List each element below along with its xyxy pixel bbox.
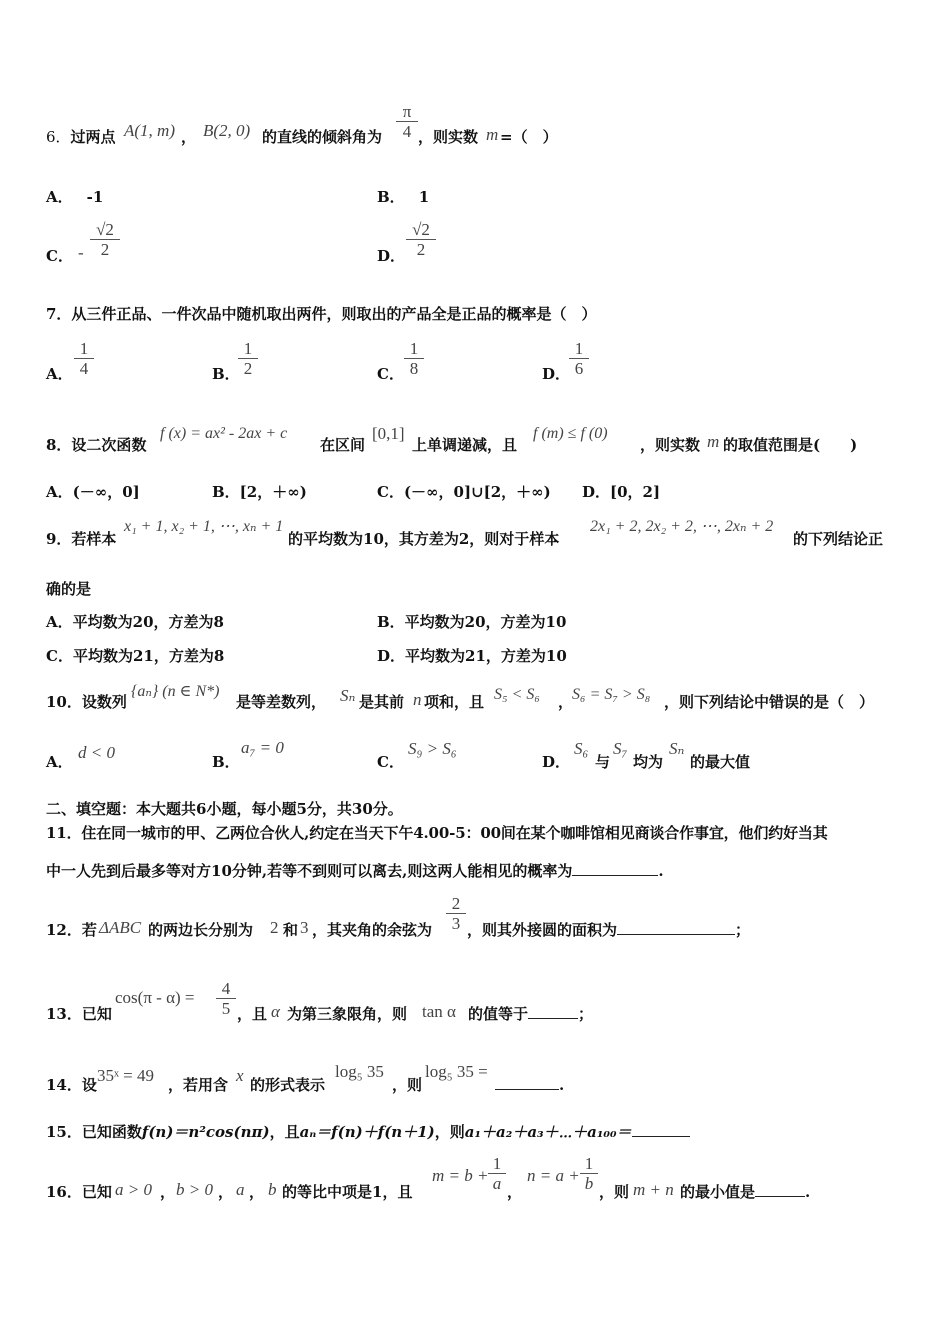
q12-answer-blank[interactable]	[617, 920, 735, 935]
q7-option-b-fraction: $\frac{1}{2}$	[238, 340, 258, 379]
q16-text3: ，则	[599, 1183, 630, 1201]
q6-option-c-fraction: $\frac{√2}{2}$	[90, 221, 120, 260]
q10-cond2: S₆ = S₇ > S₈	[572, 686, 651, 703]
q11-line1: 11．住在同一城市的甲、乙两位合伙人,约定在当天下午4.00-5：00间在某个咖啡馆相见商谈合作事宜，他们约好当其	[46, 824, 828, 842]
q6-stem: 6．过两点	[46, 128, 116, 146]
q9-stem-start: 9．若样本	[46, 530, 117, 548]
q7-option-a-fraction: $\frac{1}{4}$	[74, 340, 94, 379]
q6-text2: 的直线的倾斜角为	[262, 128, 383, 146]
q14-log2: log₅ 35 =	[425, 1062, 488, 1081]
q12-text5: ，则其外接圆的面积为 ；	[467, 921, 751, 939]
q10-option-c-label: C．	[377, 753, 404, 771]
q16-m-expr: m = b +	[432, 1166, 489, 1185]
q11-line2: 中一人先到后最多等对方10分钟,若等不到则可以离去,则这两人能相见的概率为 .	[46, 862, 664, 880]
q7-option-d-fraction: $\frac{1}{6}$	[569, 340, 589, 379]
q6-option-b: B． 1	[377, 188, 430, 206]
q7-option-c-label: C．	[377, 365, 404, 383]
q8-option-a: A．(－∞，0]	[46, 483, 140, 501]
q6-comma: ，	[181, 128, 197, 146]
q6-text3: ，则实数	[418, 128, 479, 146]
q8-text2: 在区间	[320, 436, 366, 454]
q13-stem-start: 13．已知	[46, 1005, 112, 1023]
q12-cos-fraction: $\frac{2}{3}$	[446, 895, 466, 934]
q10-text2: 是等差数列，	[236, 693, 327, 711]
q16-text4: 的最小值是 .	[680, 1183, 811, 1201]
q6-angle-fraction: $\frac{\pi}{4}$	[396, 103, 418, 142]
q9-sample2: 2x₁ + 2, 2x₂ + 2, ⋯, 2xₙ + 2	[590, 518, 774, 535]
q16-cond-a: a > 0	[115, 1180, 152, 1199]
q13-answer-blank[interactable]	[528, 1004, 578, 1019]
q15-sum: a₁＋a₂＋a₃＋⋯＋a₁₀₀＝	[464, 1123, 632, 1141]
q14-log: log₅ 35	[335, 1062, 384, 1081]
q16-comma3: ，	[249, 1183, 265, 1201]
q10-sequence: {aₙ} (n ∈ N*)	[131, 683, 220, 700]
q7-option-d-label: D．	[542, 365, 571, 383]
q12-side-b: 3	[300, 918, 309, 937]
q11-answer-blank[interactable]	[572, 861, 658, 876]
q13-fraction: $\frac{4}{5}$	[216, 980, 236, 1019]
q12-triangle: ΔABC	[99, 918, 142, 937]
q16-cond-b: b > 0	[176, 1180, 213, 1199]
q6-point-b: B(2, 0)	[203, 121, 251, 140]
q16-comma1: ，	[160, 1183, 176, 1201]
q15-function: f(n)＝n²cos(nπ)	[141, 1123, 270, 1141]
q10-option-c-expr: S₉ > S₆	[408, 739, 457, 758]
q16-mn: m + n	[633, 1180, 674, 1199]
q10-n: n	[413, 690, 422, 709]
q10-option-d-tail: 的最大值	[690, 753, 751, 771]
q6-option-d-label: D．	[377, 247, 406, 265]
q14-x: x	[236, 1066, 244, 1085]
q16-n-fraction: $\frac{1}{b}$	[580, 1155, 598, 1194]
q8-var: m	[707, 432, 720, 451]
q14-blank-wrap: .	[495, 1075, 564, 1095]
q6-option-c-sign: -	[78, 243, 84, 262]
q13-tan: tan α	[422, 1002, 456, 1021]
q6-option-c-label: C．	[46, 247, 73, 265]
q6-option-d-fraction: $\frac{√2}{2}$	[406, 221, 436, 260]
q10-option-d-label: D．	[542, 753, 571, 771]
q6-var: m	[486, 125, 499, 144]
q16-stem-start: 16．已知	[46, 1183, 112, 1201]
q10-option-d-and: 与	[595, 753, 611, 771]
q14-text4: ，则	[392, 1076, 423, 1094]
q8-stem-start: 8．设二次函数	[46, 436, 147, 454]
q8-interval: [0,1]	[372, 424, 405, 443]
q10-sn: Sₙ	[340, 686, 356, 705]
q10-option-d-sn: Sₙ	[669, 739, 685, 758]
q9-text2: 的平均数为10，其方差为2，则对于样本	[288, 530, 560, 548]
q9-option-a: A．平均数为20，方差为8	[46, 613, 224, 631]
q7-option-c-fraction: $\frac{1}{8}$	[404, 340, 424, 379]
q10-option-a-expr: d < 0	[78, 743, 115, 762]
q7-option-b-label: B．	[212, 365, 240, 383]
q10-option-b-label: B．	[212, 753, 240, 771]
q8-condition: f (m) ≤ f (0)	[533, 425, 608, 442]
q10-stem-start: 10．设数列	[46, 693, 127, 711]
q13-alpha: α	[271, 1002, 280, 1021]
q8-option-b: B．[2，＋∞)	[212, 483, 307, 501]
q15-answer-blank[interactable]	[632, 1122, 690, 1137]
q9-text3: 的下列结论正	[793, 530, 884, 548]
q10-option-b-expr: a₇ = 0	[241, 738, 284, 757]
q10-option-d-both: 均为	[633, 753, 664, 771]
q9-sample1: x₁ + 1, x₂ + 1, ⋯, xₙ + 1	[124, 518, 284, 535]
q16-m-fraction: $\frac{1}{a}$	[488, 1155, 506, 1194]
section-heading: 二、填空题：本大题共6小题，每小题5分，共30分。	[46, 800, 403, 818]
q10-cond1: S₅ < S₆	[494, 686, 540, 703]
q12-stem-start: 12．若	[46, 921, 97, 939]
q16-a: a	[236, 1180, 245, 1199]
q8-text4: ，则实数	[640, 436, 701, 454]
q16-n-expr: n = a +	[527, 1166, 580, 1185]
q8-function: f (x) = ax² - 2ax + c	[160, 425, 288, 442]
q6-point-a: A(1, m)	[124, 121, 175, 140]
q9-option-c: C．平均数为21，方差为8	[46, 647, 225, 665]
q14-text3: 的形式表示	[250, 1076, 326, 1094]
q9-option-d: D．平均数为21，方差为10	[377, 647, 567, 665]
q6-option-a: A． -1	[46, 188, 104, 206]
q14-equation: 35ˣ = 49	[97, 1066, 155, 1085]
q10-text4: 项和，且	[424, 693, 485, 711]
q15-stem: 15．已知函数f(n)＝n²cos(nπ)，且aₙ＝f(n)＋f(n＋1)，则a₁＋a₂＋a₃＋⋯＋a₁₀₀＝	[46, 1122, 690, 1142]
q10-option-d-s6: S₆	[574, 739, 589, 758]
q10-text5: ，则下列结论中错误的是（ ）	[664, 693, 875, 711]
q8-option-c: C．(－∞，0]∪[2，＋∞)	[377, 483, 551, 501]
q13-text4: 的值等于 ；	[468, 1005, 594, 1023]
q14-text2: ，若用含	[168, 1076, 229, 1094]
q12-text3: 和	[283, 921, 299, 939]
q9-stem-end: 确的是	[46, 580, 92, 598]
q12-side-a: 2	[270, 918, 279, 937]
q7-option-a-label: A．	[46, 365, 73, 383]
q12-text2: 的两边长分别为	[148, 921, 254, 939]
q7-stem: 7．从三件正品、一件次品中随机取出两件，则取出的产品全是正品的概率是（ ）	[46, 305, 597, 323]
q8-text5: 的取值范围是( )	[723, 436, 858, 454]
q16-comma4: ，	[507, 1183, 523, 1201]
q10-comma: ，	[558, 693, 574, 711]
q10-text3: 是其前	[359, 693, 405, 711]
q16-text2: 的等比中项是1，且	[282, 1183, 413, 1201]
q8-text3: 上单调递减，且	[412, 436, 518, 454]
q16-comma2: ，	[218, 1183, 234, 1201]
q8-option-d: D．[0，2]	[582, 483, 661, 501]
q13-lhs: cos(π - α) =	[115, 988, 195, 1007]
q16-answer-blank[interactable]	[755, 1182, 805, 1197]
q14-answer-blank[interactable]	[495, 1075, 559, 1090]
q9-option-b: B．平均数为20，方差为10	[377, 613, 567, 631]
q15-sequence: aₙ＝f(n)＋f(n＋1)	[299, 1123, 435, 1141]
q13-text3: 为第三象限角，则	[287, 1005, 408, 1023]
q12-text4: ，其夹角的余弦为	[312, 921, 433, 939]
q6-text4: =（ ）	[500, 128, 558, 146]
q10-option-d-s7: S₇	[613, 739, 628, 758]
q16-b: b	[268, 1180, 277, 1199]
q13-text2: ，且	[237, 1005, 268, 1023]
q14-stem-start: 14．设	[46, 1076, 97, 1094]
q10-option-a-label: A．	[46, 753, 73, 771]
